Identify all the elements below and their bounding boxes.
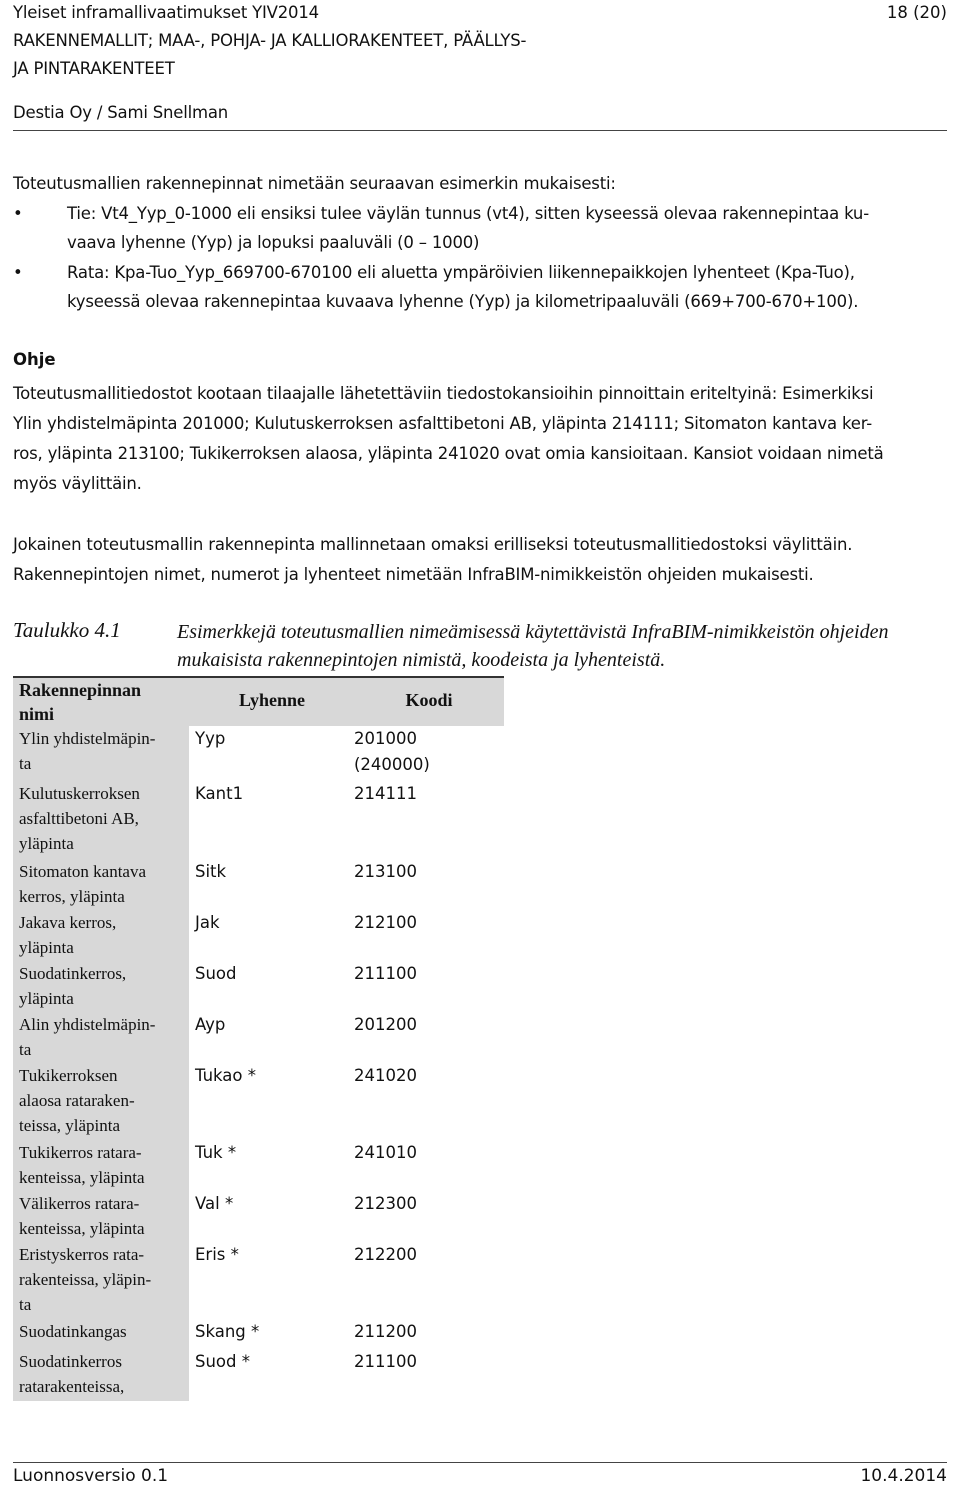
cell-name: alaosa rataraken- — [19, 1091, 135, 1110]
table-row — [13, 726, 504, 781]
table-row — [13, 1140, 504, 1191]
header-name — [13, 677, 189, 726]
table-row — [13, 781, 504, 859]
cell-name: teissa, yläpinta — [19, 1116, 121, 1135]
cell-name: ta — [19, 1040, 32, 1059]
header-name-line: Rakennepinnan — [19, 680, 142, 700]
cell-name: Eristyskerros rata- — [19, 1245, 145, 1264]
table-header-row — [13, 677, 504, 726]
cell-code: 201200 — [354, 1015, 417, 1034]
cell-name: kenteissa, yläpinta — [19, 1168, 145, 1187]
table-row — [13, 961, 504, 1012]
ohje-line: myös väylittäin. — [13, 474, 142, 493]
cell-abbr: Eris * — [195, 1245, 239, 1264]
cell-name: Alin yhdistelmäpin- — [19, 1015, 156, 1034]
table-caption-line: mukaisista rakennepintojen nimistä, koodeista ja lyhenteistä. — [177, 649, 666, 671]
cell-name: ta — [19, 1295, 32, 1314]
ohje-line: Toteutusmallitiedostot kootaan tilaajalle lähetettäviin tiedostokansioihin pinnoittain eriteltyinä: Esimerkiksi — [13, 384, 874, 403]
cell-code: 212100 — [354, 913, 417, 932]
footer-version: Luonnosversio 0.1 — [13, 1466, 169, 1486]
table-row — [13, 1319, 504, 1349]
cell-abbr: Suod * — [195, 1352, 250, 1371]
document-subtitle-line1: RAKENNEMALLIT; MAA-, POHJA- JA KALLIORAKENTEET, PÄÄLLYS- — [13, 31, 527, 50]
cell-abbr: Ayp — [195, 1015, 226, 1034]
bullet-text-line: Rata: Kpa-Tuo_Yyp_669700-670100 eli aluetta ympäröivien liikennepaikkojen lyhenteet (Kpa-Tuo), — [67, 263, 855, 282]
bullet-item — [13, 259, 948, 317]
cell-code: 201000 — [354, 729, 417, 748]
cell-abbr: Tukao * — [195, 1066, 256, 1085]
cell-code: 241010 — [354, 1143, 417, 1162]
bullet-symbol: • — [13, 204, 23, 223]
cell-abbr: Sitk — [195, 862, 227, 881]
cell-abbr: Skang * — [195, 1322, 260, 1341]
cell-name: kerros, yläpinta — [19, 887, 125, 906]
table-row — [13, 1063, 504, 1140]
ohje-line: Ylin yhdistelmäpinta 201000; Kulutuskerroksen asfalttibetoni AB, yläpinta 214111; Sitomaton kantava ker- — [13, 414, 873, 433]
cell-code: 211200 — [354, 1322, 417, 1341]
cell-name: Suodatinkangas — [19, 1322, 127, 1341]
bullet-symbol: • — [13, 263, 23, 282]
document-author: Destia Oy / Sami Snellman — [13, 103, 229, 122]
cell-code: 241020 — [354, 1066, 417, 1085]
header-divider — [13, 130, 947, 131]
table-row — [13, 1012, 504, 1063]
cell-name: Tukikerroksen — [19, 1066, 118, 1085]
cell-name: kenteissa, yläpinta — [19, 1219, 145, 1238]
footer-divider — [13, 1462, 947, 1463]
cell-code: 211100 — [354, 1352, 417, 1371]
ohje-line: ros, yläpinta 213100; Tukikerroksen alaosa, yläpinta 241020 ovat omia kansioitaan. Kansiot voidaan nimetä — [13, 444, 884, 463]
cell-code: 213100 — [354, 862, 417, 881]
header-name-line: nimi — [19, 704, 55, 724]
cell-code: 212300 — [354, 1194, 417, 1213]
cell-abbr: Jak — [195, 913, 220, 932]
cell-code: 212200 — [354, 1245, 417, 1264]
paragraph-line: Jokainen toteutusmallin rakennepinta mallinnetaan omaksi erilliseksi toteutusmallitiedostoksi väylittäin. — [13, 535, 853, 554]
table-row — [13, 1191, 504, 1242]
bullet-text-line: Tie: Vt4_Yyp_0-1000 eli ensiksi tulee väylän tunnus (vt4), sitten kyseessä olevaa rakennepintaa ku- — [67, 204, 869, 223]
table-caption-text — [177, 618, 952, 674]
ohje-heading: Ohje — [13, 350, 56, 369]
cell-abbr: Kant1 — [195, 784, 244, 803]
table-row — [13, 910, 504, 961]
cell-name: ratarakenteissa, — [19, 1377, 125, 1396]
cell-name: asfalttibetoni AB, — [19, 809, 139, 828]
cell-code: 211100 — [354, 964, 417, 983]
cell-name: Kulutuskerroksen — [19, 784, 140, 803]
cell-name: ta — [19, 754, 32, 773]
table-caption-number: Taulukko 4.1 — [13, 618, 121, 642]
cell-name: Sitomaton kantava — [19, 862, 147, 881]
footer-date: 10.4.2014 — [860, 1466, 947, 1486]
table-row — [13, 1242, 504, 1319]
cell-name: Välikerros ratara- — [19, 1194, 140, 1213]
table-row — [13, 1349, 504, 1401]
cell-name: Suodatinkerros, — [19, 964, 127, 983]
cell-name: Suodatinkerros — [19, 1352, 122, 1371]
table-caption-line: Esimerkkejä toteutusmallien nimeämisessä käytettävistä InfraBIM-nimikkeistön ohjeiden — [177, 621, 889, 643]
cell-name: Ylin yhdistelmäpin- — [19, 729, 156, 748]
cell-name: yläpinta — [19, 938, 74, 957]
intro-paragraph: Toteutusmallien rakennepinnat nimetään seuraavan esimerkin mukaisesti: — [13, 174, 616, 193]
bullet-text-line: kyseessä olevaa rakennepintaa kuvaava lyhenne (Yyp) ja kilometripaaluväli (669+700-670+100). — [67, 292, 859, 311]
cell-name: yläpinta — [19, 989, 74, 1008]
cell-abbr: Tuk * — [195, 1143, 237, 1162]
cell-abbr: Suod — [195, 964, 237, 983]
page-number: 18 (20) — [886, 3, 947, 22]
bullet-text-line: vaava lyhenne (Yyp) ja lopuksi paaluväli (0 – 1000) — [67, 233, 480, 252]
cell-name: yläpinta — [19, 834, 74, 853]
paragraph-line: Rakennepintojen nimet, numerot ja lyhenteet nimetään InfraBIM-nimikkeistön ohjeiden mukaisesti. — [13, 565, 814, 584]
cell-abbr: Yyp — [195, 729, 226, 748]
document-subtitle-line2: JA PINTARAKENTEET — [13, 59, 175, 78]
cell-code: (240000) — [354, 755, 430, 774]
cell-code: 214111 — [354, 784, 417, 803]
bullet-item — [13, 200, 948, 258]
cell-abbr: Val * — [195, 1194, 234, 1213]
cell-name: Tukikerros ratara- — [19, 1143, 142, 1162]
table-row — [13, 859, 504, 910]
surface-names-table — [13, 676, 504, 1401]
cell-name: rakenteissa, yläpin- — [19, 1270, 152, 1289]
header-code: Koodi — [349, 677, 504, 726]
header-abbreviation: Lyhenne — [189, 677, 349, 726]
cell-name: Jakava kerros, — [19, 913, 117, 932]
document-title: Yleiset inframallivaatimukset YIV2014 — [13, 3, 319, 22]
